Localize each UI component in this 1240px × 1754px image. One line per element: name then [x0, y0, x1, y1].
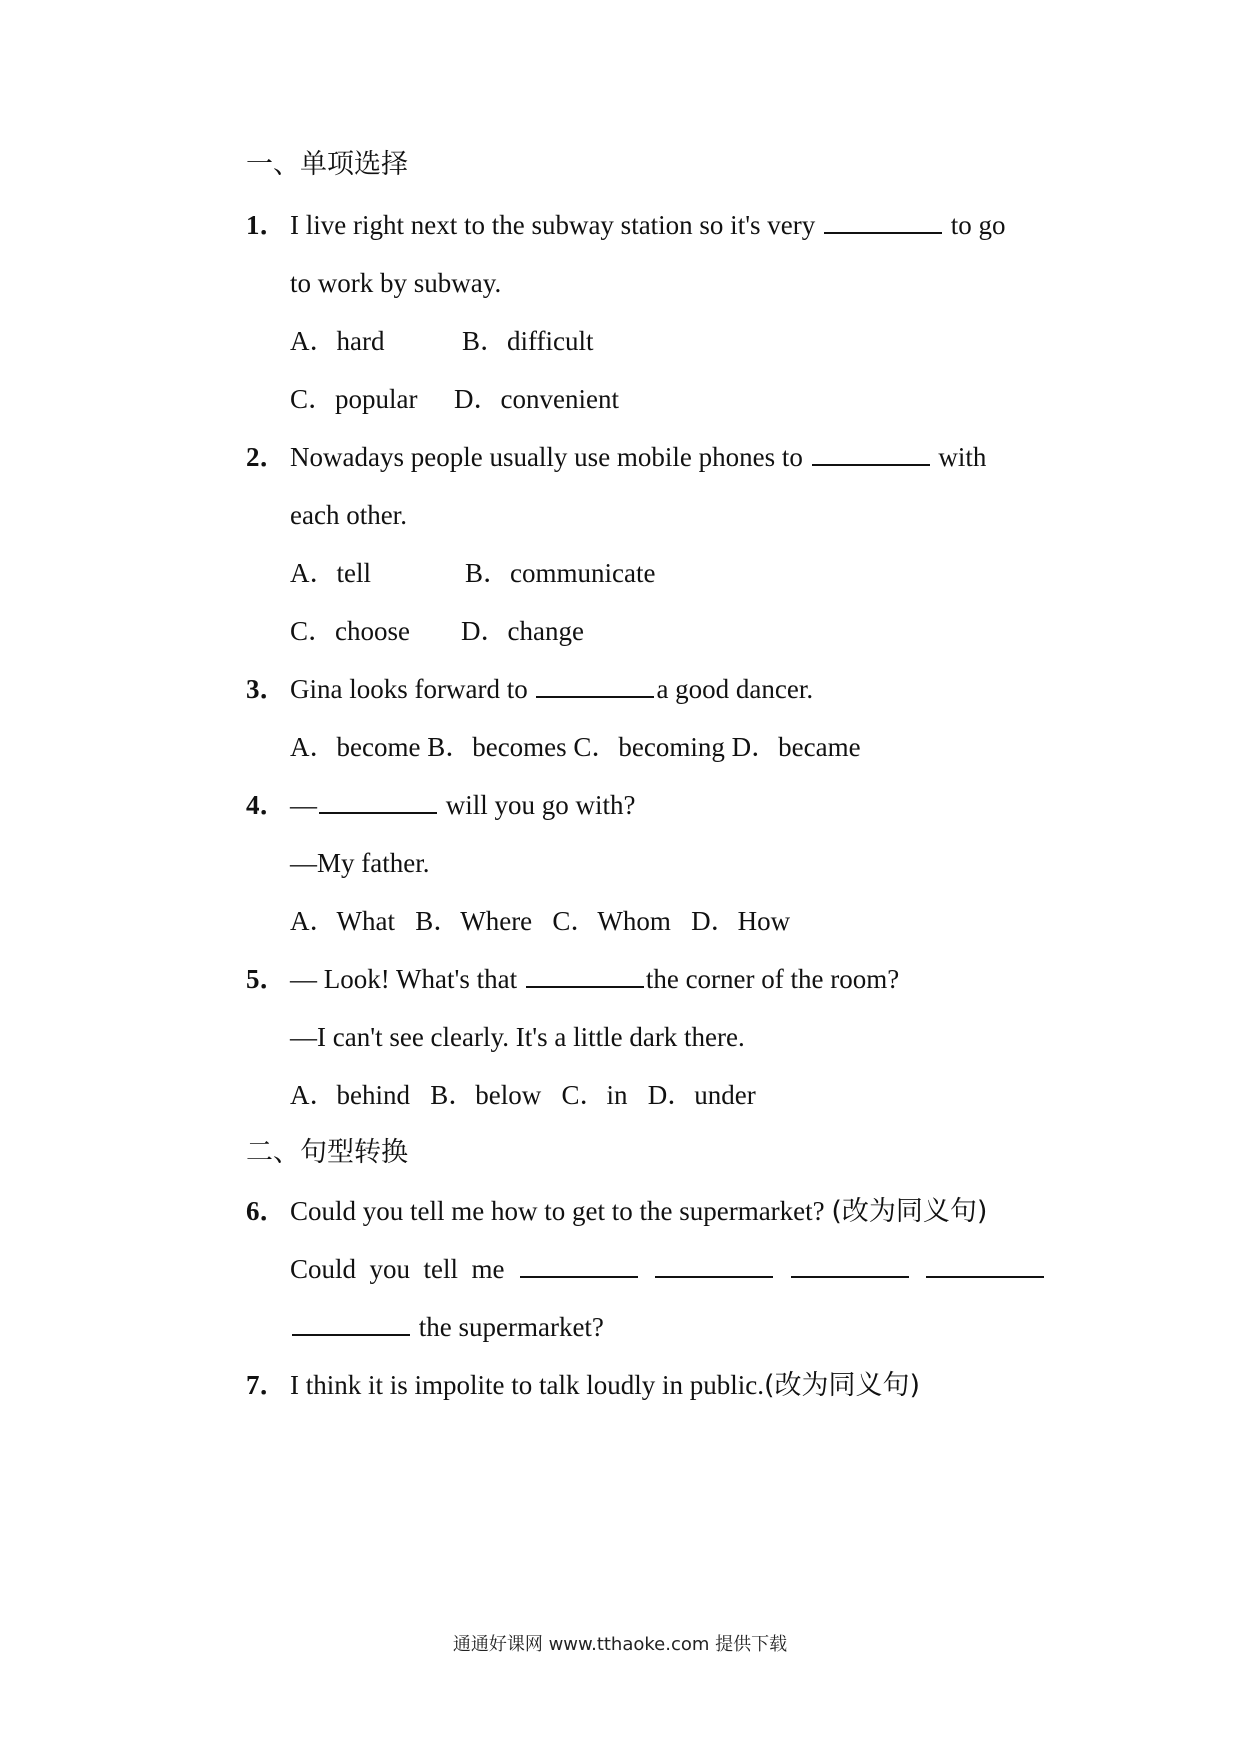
options-row: A．become B．becomes C．becoming D．became: [290, 732, 861, 762]
question-text-end: will you go with?: [445, 790, 636, 820]
option-b: B．communicate: [465, 558, 656, 588]
question-text: Gina looks forward to: [290, 674, 528, 704]
option-d: D．change: [461, 616, 584, 646]
question-text-continued: to work by subway.: [290, 268, 502, 298]
option-c: C．choose: [290, 616, 410, 646]
rewrite-line-1: [290, 1252, 1046, 1286]
option-d: D．convenient: [454, 384, 619, 414]
options-row: A．What B．Where C．Whom D．How: [290, 906, 791, 936]
option-b: B．difficult: [462, 326, 594, 356]
dialogue-reply: —My father.: [290, 848, 430, 878]
section-heading-2: 二、句型转换: [246, 1137, 408, 1168]
question-number: 6．: [246, 1196, 287, 1226]
instruction-note: (改为同义句): [831, 1196, 988, 1227]
question-text-end: to go: [950, 210, 1006, 240]
question-text: — Look! What's that: [290, 964, 518, 994]
answer-blank: [812, 440, 930, 466]
question-text-end: with: [938, 442, 987, 472]
question-dash: —: [290, 790, 317, 820]
answer-blank: [655, 1252, 773, 1278]
dialogue-reply: —I can't see clearly. It's a little dark there.: [290, 1022, 745, 1052]
answer-blank: [292, 1310, 410, 1336]
answer-blank: [791, 1252, 909, 1278]
rewrite-line-2: [290, 1310, 604, 1344]
question-number: 7．: [246, 1370, 287, 1400]
question-text: I live right next to the subway station so it's very: [290, 210, 816, 240]
answer-blank: [319, 788, 437, 814]
question-number: 4．: [246, 790, 287, 820]
question-text-end: a good dancer.: [656, 674, 814, 704]
question-number: 1．: [246, 210, 287, 240]
option-c: C．popular: [290, 384, 418, 414]
answer-blank: [536, 672, 654, 698]
option-a: A．tell: [290, 558, 371, 588]
question-text: Nowadays people usually use mobile phones to: [290, 442, 803, 472]
option-a: A．hard: [290, 326, 385, 356]
page-footer: 通通好课网 www.tthaoke.com 提供下载: [452, 1634, 788, 1655]
instruction-note: (改为同义句): [763, 1370, 921, 1401]
options-row: A．behind B．below C．in D．under: [290, 1080, 756, 1110]
rewrite-text: Could you tell me: [290, 1254, 505, 1284]
question-text: Could you tell me how to get to the supermarket?: [290, 1196, 825, 1226]
answer-blank: [526, 962, 644, 988]
question-number: 3．: [246, 674, 287, 704]
section-heading-1: 一、单项选择: [246, 149, 408, 180]
answer-blank: [926, 1252, 1044, 1278]
question-number: 5．: [246, 964, 287, 994]
question-number: 2．: [246, 442, 287, 472]
question-text-continued: each other.: [290, 500, 407, 530]
answer-blank: [520, 1252, 638, 1278]
answer-blank: [824, 208, 942, 234]
question-text-end: the corner of the room?: [645, 964, 900, 994]
question-text: I think it is impolite to talk loudly in public.: [290, 1370, 764, 1400]
rewrite-text-end: the supermarket?: [418, 1312, 604, 1342]
